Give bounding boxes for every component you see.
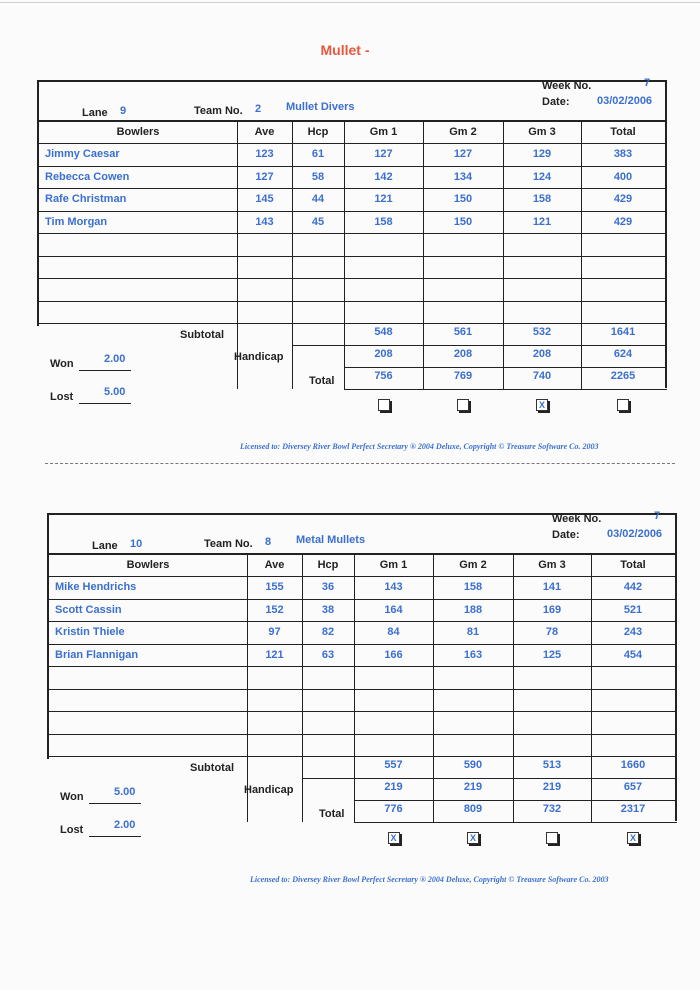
total-value: 756 bbox=[374, 370, 393, 382]
column-header-g2: Gm 2 bbox=[459, 559, 487, 571]
table-row-line bbox=[37, 211, 667, 212]
summary-left-border bbox=[237, 323, 238, 345]
bowler-g1: 166 bbox=[384, 648, 403, 661]
summary-row-line bbox=[247, 756, 677, 757]
team-label: Team No. bbox=[204, 538, 253, 550]
column-header-name: Bowlers bbox=[116, 126, 160, 138]
table-row-line bbox=[47, 689, 677, 690]
subtotal-value: 561 bbox=[453, 326, 473, 338]
bowler-hcp: 61 bbox=[311, 148, 325, 160]
bowler-ave: 127 bbox=[255, 170, 274, 183]
table-row-line bbox=[47, 576, 677, 577]
summary-left-border bbox=[247, 756, 248, 778]
bowler-hcp: 36 bbox=[321, 581, 335, 593]
table-row-line bbox=[37, 301, 667, 302]
handicap-label: Handicap bbox=[244, 784, 294, 796]
summary-row-line bbox=[302, 778, 677, 779]
date-value: 03/02/2006 bbox=[607, 528, 663, 540]
bowler-ave: 145 bbox=[255, 193, 274, 205]
summary-hcp-border bbox=[302, 778, 303, 800]
bowler-name: Rebecca Cowen bbox=[45, 170, 130, 183]
subtotal-label: Subtotal bbox=[190, 762, 234, 774]
bowler-total: 429 bbox=[613, 193, 633, 205]
bowler-g1: 142 bbox=[374, 170, 393, 183]
bowler-name: Tim Morgan bbox=[45, 215, 108, 228]
date-value: 03/02/2006 bbox=[597, 95, 653, 107]
bowler-name: Jimmy Caesar bbox=[45, 148, 120, 160]
table-row-line bbox=[47, 666, 677, 667]
summary-hcp-border bbox=[292, 345, 293, 367]
lost-label: Lost bbox=[50, 391, 74, 403]
summary-row-line bbox=[354, 822, 677, 823]
subtotal-value: 590 bbox=[463, 759, 483, 771]
won-value: 5.00 bbox=[114, 786, 136, 798]
bowler-g2: 134 bbox=[453, 170, 473, 183]
lost-underline bbox=[79, 403, 131, 404]
table-row-line bbox=[37, 166, 667, 167]
bowler-g2: 188 bbox=[463, 603, 483, 616]
game-win-checkbox[interactable] bbox=[457, 399, 469, 411]
column-header-ave: Ave bbox=[264, 559, 285, 571]
date-label: Date: bbox=[542, 96, 570, 108]
bowler-total: 243 bbox=[623, 626, 643, 638]
team-name: Metal Mullets bbox=[296, 534, 366, 546]
lost-underline bbox=[89, 836, 141, 837]
total-value: 769 bbox=[453, 370, 473, 382]
column-header-hcp: Hcp bbox=[317, 559, 339, 571]
bowler-name: Scott Cassin bbox=[55, 603, 122, 616]
table-row-line bbox=[37, 188, 667, 189]
game-win-checkbox[interactable]: X bbox=[467, 832, 479, 844]
total-label: Total bbox=[319, 808, 345, 820]
subtotal-value: 1641 bbox=[610, 326, 636, 338]
column-header-hcp: Hcp bbox=[307, 126, 329, 138]
column-header-g1: Gm 1 bbox=[379, 559, 408, 571]
bowler-g3: 158 bbox=[532, 193, 552, 205]
bowler-g3: 124 bbox=[532, 170, 552, 183]
lane-value: 10 bbox=[130, 538, 143, 550]
column-header-g3: Gm 3 bbox=[538, 559, 566, 571]
summary-row-line bbox=[237, 323, 667, 324]
bowler-g3: 78 bbox=[545, 626, 559, 638]
won-label: Won bbox=[60, 791, 84, 803]
bowler-name: Rafe Christman bbox=[45, 193, 127, 205]
handicap-label: Handicap bbox=[234, 351, 284, 363]
bowler-g3: 121 bbox=[532, 215, 552, 228]
bowler-g1: 127 bbox=[374, 148, 393, 160]
table-col-line bbox=[247, 553, 248, 822]
week-label: Week No. bbox=[552, 513, 602, 525]
bowler-g2: 158 bbox=[463, 581, 483, 593]
table-row-line bbox=[37, 233, 667, 234]
won-value: 2.00 bbox=[104, 353, 126, 365]
week-label: Week No. bbox=[542, 80, 592, 92]
summary-row-line bbox=[292, 345, 667, 346]
bowler-total: 521 bbox=[623, 603, 643, 616]
lost-value: 2.00 bbox=[114, 819, 136, 831]
handicap-value: 219 bbox=[542, 781, 562, 793]
bowler-name: Mike Hendrichs bbox=[55, 581, 137, 593]
column-header-name: Bowlers bbox=[126, 559, 170, 571]
handicap-value: 657 bbox=[623, 781, 643, 793]
subtotal-value: 532 bbox=[532, 326, 552, 338]
bowler-ave: 123 bbox=[255, 148, 274, 160]
card-left-border bbox=[37, 80, 39, 326]
bowler-ave: 121 bbox=[265, 648, 284, 661]
table-row-line bbox=[47, 599, 677, 600]
game-win-checkbox[interactable] bbox=[378, 399, 390, 411]
bowler-g1: 158 bbox=[374, 215, 393, 228]
handicap-value: 219 bbox=[463, 781, 483, 793]
week-value: 7 bbox=[644, 77, 651, 89]
bowler-name: Kristin Thiele bbox=[55, 626, 125, 638]
team-label: Team No. bbox=[194, 105, 243, 117]
lane-label: Lane bbox=[92, 540, 118, 552]
game-win-checkbox[interactable]: X bbox=[627, 832, 639, 844]
total-value: 776 bbox=[384, 803, 403, 815]
bowler-hcp: 63 bbox=[321, 648, 335, 661]
table-row-line bbox=[37, 143, 667, 144]
bowler-g1: 164 bbox=[384, 603, 403, 616]
bowler-g3: 129 bbox=[532, 148, 552, 160]
bowler-hcp: 82 bbox=[321, 626, 335, 638]
handicap-value: 208 bbox=[532, 348, 552, 360]
column-header-g3: Gm 3 bbox=[528, 126, 556, 138]
table-row-line bbox=[37, 278, 667, 279]
subtotal-value: 557 bbox=[384, 759, 403, 771]
table-col-line bbox=[237, 120, 238, 389]
summary-row-line bbox=[344, 367, 667, 368]
bowler-g1: 121 bbox=[374, 193, 393, 205]
lost-label: Lost bbox=[60, 824, 84, 836]
bowler-total: 442 bbox=[623, 581, 643, 593]
subtotal-value: 1660 bbox=[620, 759, 646, 771]
total-value: 809 bbox=[463, 803, 483, 815]
subtotal-value: 513 bbox=[542, 759, 562, 771]
won-underline bbox=[79, 370, 131, 371]
game-win-checkbox[interactable] bbox=[617, 399, 629, 411]
bowler-g3: 125 bbox=[542, 648, 562, 661]
table-row-line bbox=[47, 621, 677, 622]
bowler-total: 400 bbox=[613, 170, 633, 183]
lost-value: 5.00 bbox=[104, 386, 126, 398]
card-left-border bbox=[47, 513, 49, 759]
bowler-g1: 84 bbox=[387, 626, 400, 638]
table-row-line bbox=[47, 734, 677, 735]
subtotal-value: 548 bbox=[374, 326, 393, 338]
bowler-g2: 127 bbox=[453, 148, 473, 160]
bowler-hcp: 45 bbox=[311, 215, 325, 228]
date-label: Date: bbox=[552, 529, 580, 541]
subtotal-label: Subtotal bbox=[180, 329, 224, 341]
total-value: 732 bbox=[542, 803, 562, 815]
lane-label: Lane bbox=[82, 107, 108, 119]
column-header-total: Total bbox=[620, 559, 646, 571]
total-label: Total bbox=[309, 375, 335, 387]
total-value: 2317 bbox=[620, 803, 646, 815]
card-right-border bbox=[675, 513, 677, 821]
bowler-total: 454 bbox=[623, 648, 643, 661]
column-header-total: Total bbox=[610, 126, 636, 138]
bowler-ave: 155 bbox=[265, 581, 284, 593]
game-win-checkbox[interactable]: X bbox=[536, 399, 548, 411]
bowler-ave: 143 bbox=[255, 215, 274, 228]
column-header-g1: Gm 1 bbox=[369, 126, 398, 138]
team-number: 8 bbox=[265, 536, 272, 548]
handicap-value: 219 bbox=[384, 781, 403, 793]
table-header-top bbox=[37, 120, 667, 122]
column-header-ave: Ave bbox=[254, 126, 275, 138]
column-header-g2: Gm 2 bbox=[449, 126, 477, 138]
license-footer: Licensed to: Diversey River Bowl Perfect Secretary ® 2004 Deluxe, Copyright © Treasure Software Co. 2003 bbox=[240, 442, 599, 451]
bowler-ave: 152 bbox=[265, 603, 284, 616]
total-value: 2265 bbox=[610, 370, 636, 382]
handicap-value: 208 bbox=[374, 348, 393, 360]
bowler-ave: 97 bbox=[268, 626, 281, 638]
bowler-g1: 143 bbox=[384, 581, 403, 593]
team-name: Mullet Divers bbox=[286, 101, 355, 113]
bowler-hcp: 44 bbox=[311, 193, 325, 205]
total-value: 740 bbox=[532, 370, 552, 382]
team-number: 2 bbox=[255, 103, 262, 115]
license-footer: Licensed to: Diversey River Bowl Perfect Secretary ® 2004 Deluxe, Copyright © Treasure Software Co. 2003 bbox=[250, 875, 609, 884]
game-win-checkbox[interactable]: X bbox=[388, 832, 400, 844]
table-row-line bbox=[47, 711, 677, 712]
lane-value: 9 bbox=[120, 105, 127, 117]
week-value: 7 bbox=[654, 510, 661, 522]
handicap-value: 624 bbox=[613, 348, 633, 360]
table-row-line bbox=[47, 644, 677, 645]
won-label: Won bbox=[50, 358, 74, 370]
table-header-top bbox=[47, 553, 677, 555]
handicap-value: 208 bbox=[453, 348, 473, 360]
bowler-g3: 169 bbox=[542, 603, 562, 616]
page-title: Mullet - bbox=[320, 42, 370, 58]
bowler-g3: 141 bbox=[542, 581, 562, 593]
bowler-g2: 163 bbox=[463, 648, 483, 661]
summary-row-line bbox=[344, 389, 667, 390]
bowler-name: Brian Flannigan bbox=[55, 648, 139, 661]
bowler-hcp: 58 bbox=[311, 170, 325, 183]
table-row-line bbox=[37, 256, 667, 257]
game-win-checkbox[interactable] bbox=[546, 832, 558, 844]
bowler-g2: 150 bbox=[453, 215, 473, 228]
bowler-hcp: 38 bbox=[321, 603, 335, 616]
page-divider bbox=[45, 463, 675, 464]
bowler-g2: 150 bbox=[453, 193, 473, 205]
card-right-border bbox=[665, 80, 667, 388]
summary-row-line bbox=[354, 800, 677, 801]
won-underline bbox=[89, 803, 141, 804]
bowler-g2: 81 bbox=[466, 626, 480, 638]
bowler-total: 383 bbox=[613, 148, 633, 160]
bowler-total: 429 bbox=[613, 215, 633, 228]
